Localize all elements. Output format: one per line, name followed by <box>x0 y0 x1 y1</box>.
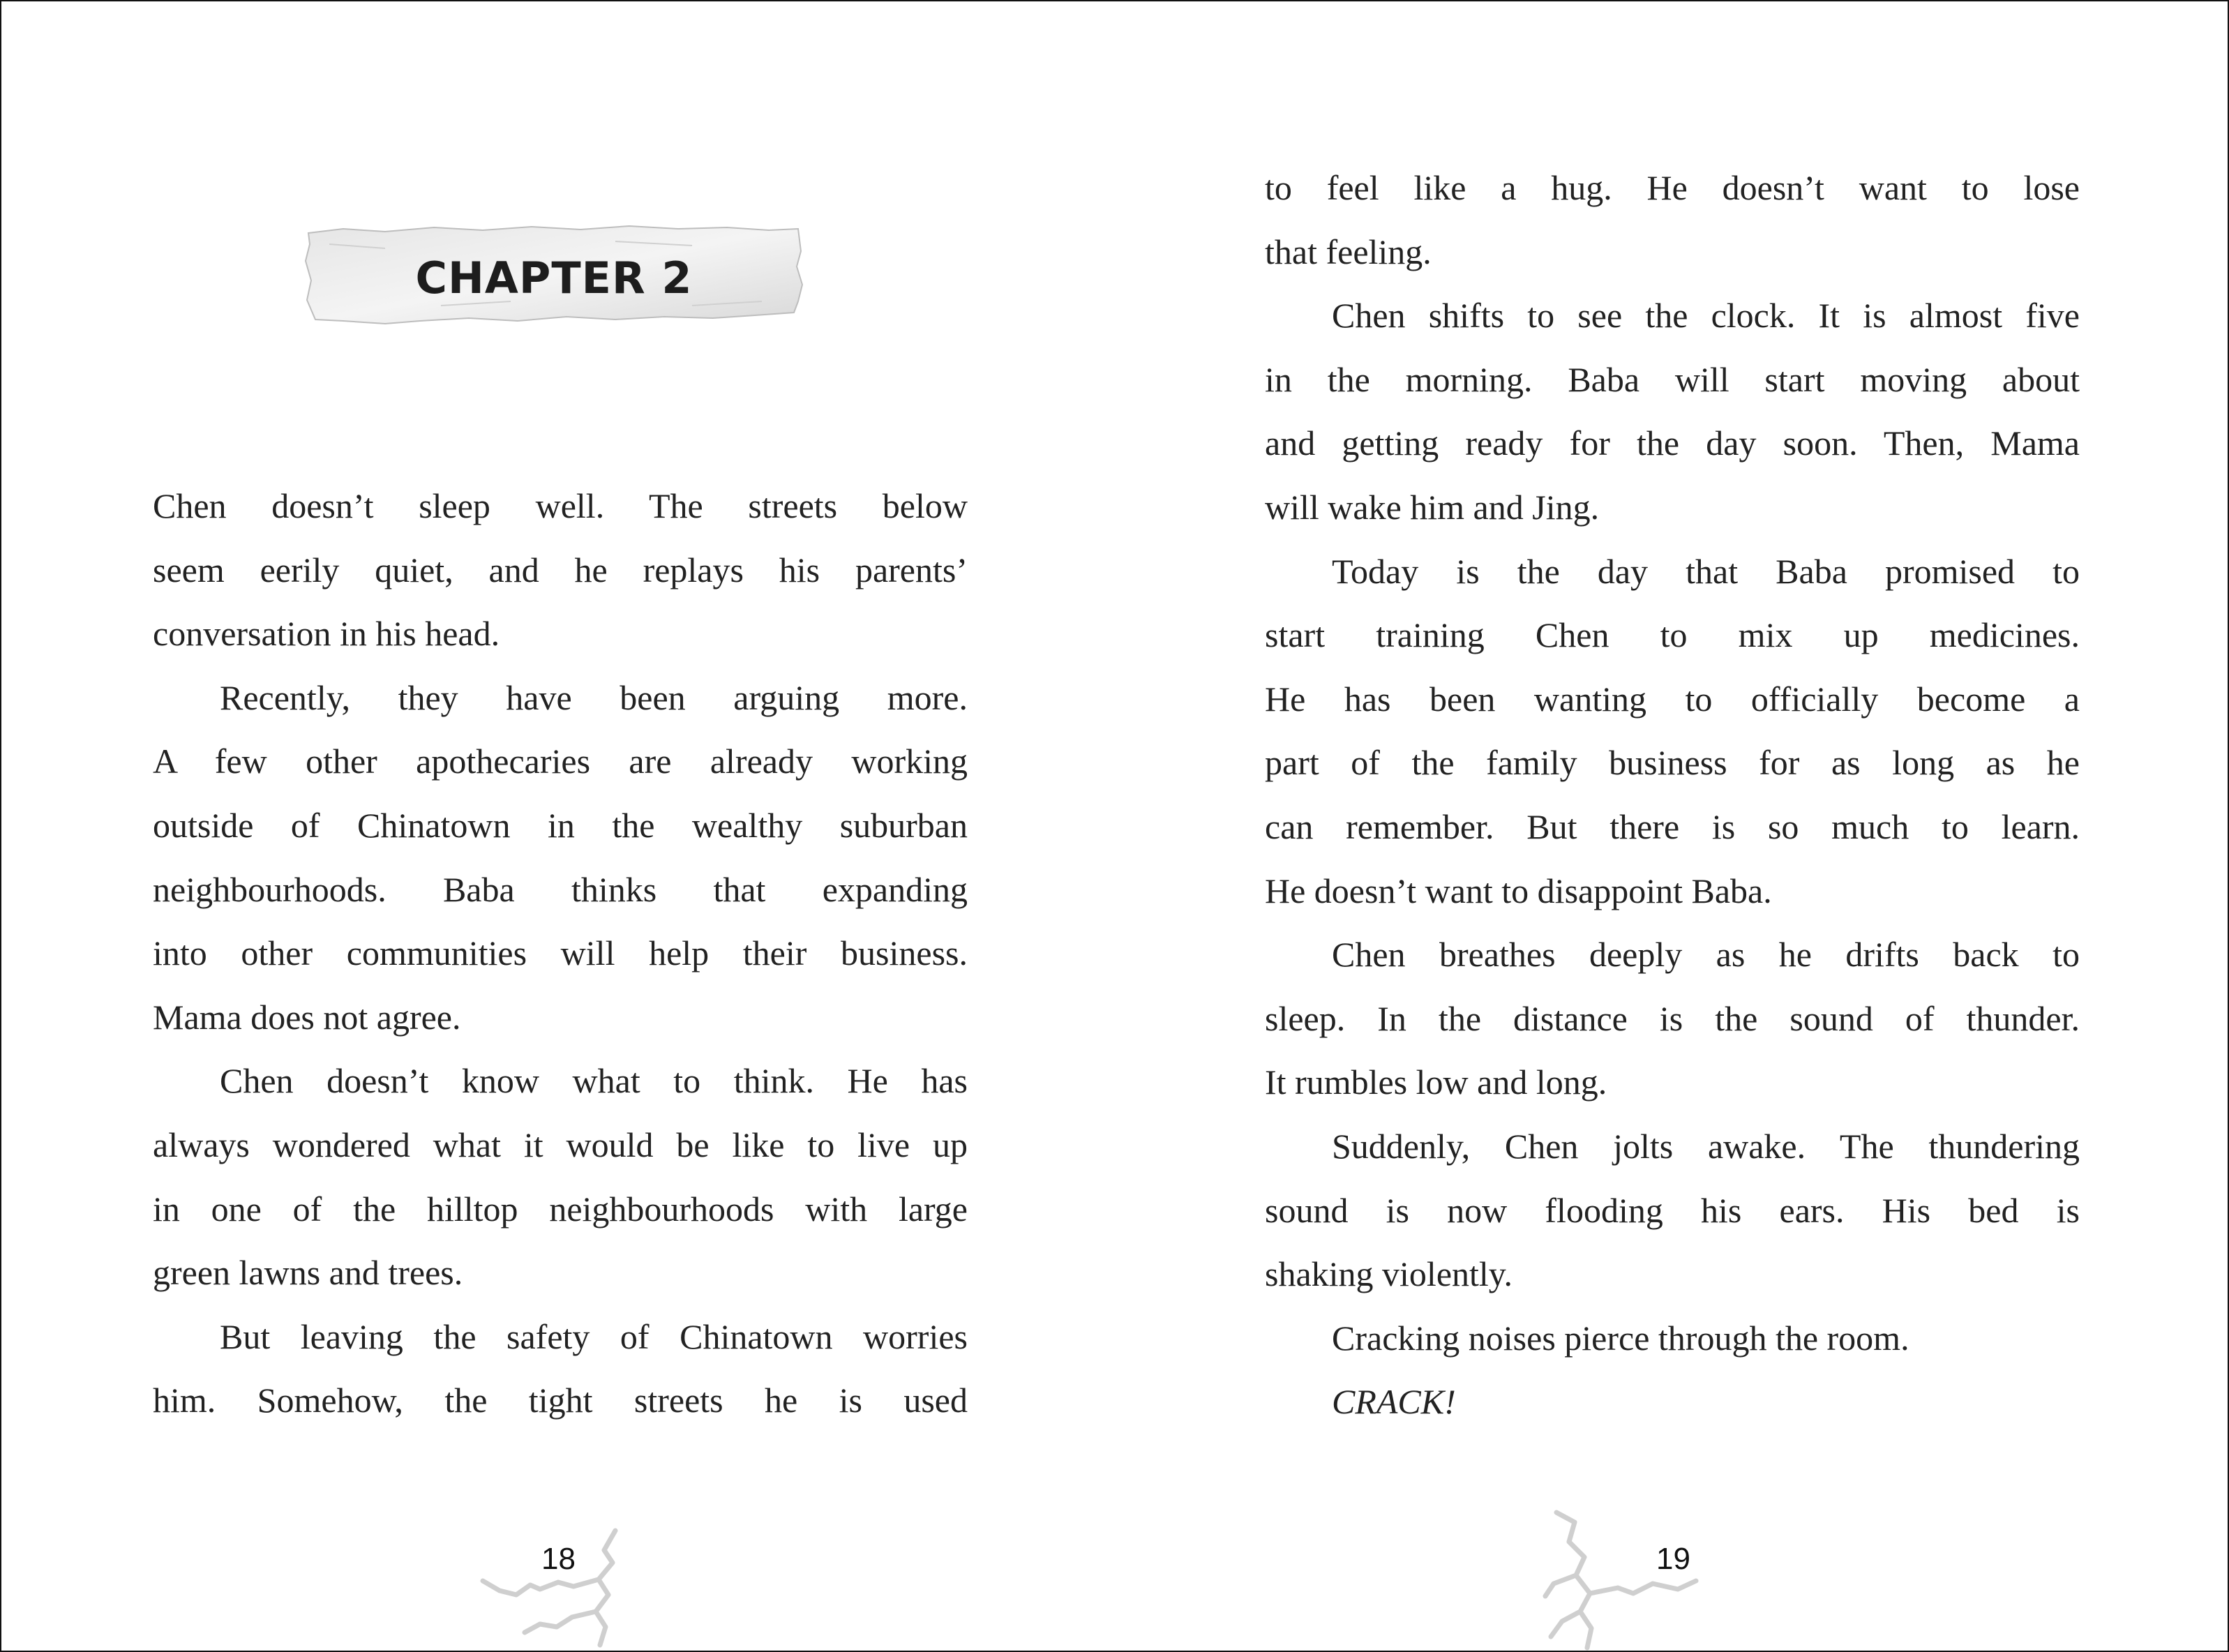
text-line: Chen shifts to see the clock. It is almost five <box>1332 296 2080 336</box>
text-line: But leaving the safety of Chinatown worries <box>220 1316 968 1356</box>
text-line: Today is the day that Baba promised to <box>1332 551 2080 591</box>
left-page-body <box>153 474 968 1433</box>
page-number: 18 <box>541 1542 576 1576</box>
text-line: Chen doesn’t know what to think. He has <box>220 1061 968 1101</box>
right-page-body <box>1265 156 2080 1434</box>
text-line: to feel like a hug. He doesn’t want to lose <box>1265 168 2080 207</box>
text-line: He doesn’t want to disappoint Baba. <box>1265 871 1772 910</box>
text-line: He has been wanting to officially become a <box>1265 679 2080 719</box>
text-line: will wake him and Jing. <box>1265 487 1600 527</box>
text-line: Cracking noises pierce through the room. <box>1332 1318 1909 1358</box>
text-line: Mama does not agree. <box>153 997 461 1037</box>
text-line: conversation in his head. <box>153 614 500 654</box>
text-line: Recently, they have been arguing more. <box>220 677 968 717</box>
crack-exclamation: CRACK! <box>1332 1382 1456 1422</box>
text-line: shaking violently. <box>1265 1254 1513 1294</box>
text-line: green lawns and trees. <box>153 1253 463 1293</box>
text-line: A few other apothecaries are already working <box>153 742 968 781</box>
left-page <box>1 1 1116 1651</box>
text-line: always wondered what it would be like to live up <box>153 1125 968 1164</box>
text-line: part of the family business for as long as he <box>1265 743 2080 783</box>
page-number: 19 <box>1656 1542 1690 1576</box>
text-line: start training Chen to mix up medicines. <box>1265 615 2080 655</box>
text-line: in the morning. Baba will start moving about <box>1265 359 2080 399</box>
text-line: him. Somehow, the tight streets he is used <box>153 1381 968 1420</box>
text-line: and getting ready for the day soon. Then, Mama <box>1265 423 2080 463</box>
text-line: into other communities will help their business. <box>153 933 968 973</box>
lightning-crack-icon <box>476 1522 636 1648</box>
text-line: It rumbles low and long. <box>1265 1062 1607 1102</box>
text-line: can remember. But there is so much to learn. <box>1265 806 2080 846</box>
text-line: neighbourhoods. Baba thinks that expanding <box>153 869 968 909</box>
chapter-banner <box>301 223 806 329</box>
text-line: sleep. In the distance is the sound of thunder. <box>1265 998 2080 1038</box>
text-line: seem eerily quiet, and he replays his parents’ <box>153 550 968 590</box>
text-line: that feeling. <box>1265 232 1432 271</box>
chapter-title: CHAPTER 2 <box>415 252 693 303</box>
text-line: Chen doesn’t sleep well. The streets below <box>153 486 968 525</box>
right-page <box>1116 1 2228 1651</box>
text-line: in one of the hilltop neighbourhoods with large <box>153 1189 968 1229</box>
text-line: sound is now flooding his ears. His bed is <box>1265 1190 2080 1230</box>
text-line: outside of Chinatown in the wealthy suburban <box>153 805 968 845</box>
text-line: Chen breathes deeply as he drifts back to <box>1332 935 2080 975</box>
text-line: Suddenly, Chen jolts awake. The thundering <box>1332 1126 2080 1166</box>
lightning-crack-icon <box>1541 1505 1702 1651</box>
